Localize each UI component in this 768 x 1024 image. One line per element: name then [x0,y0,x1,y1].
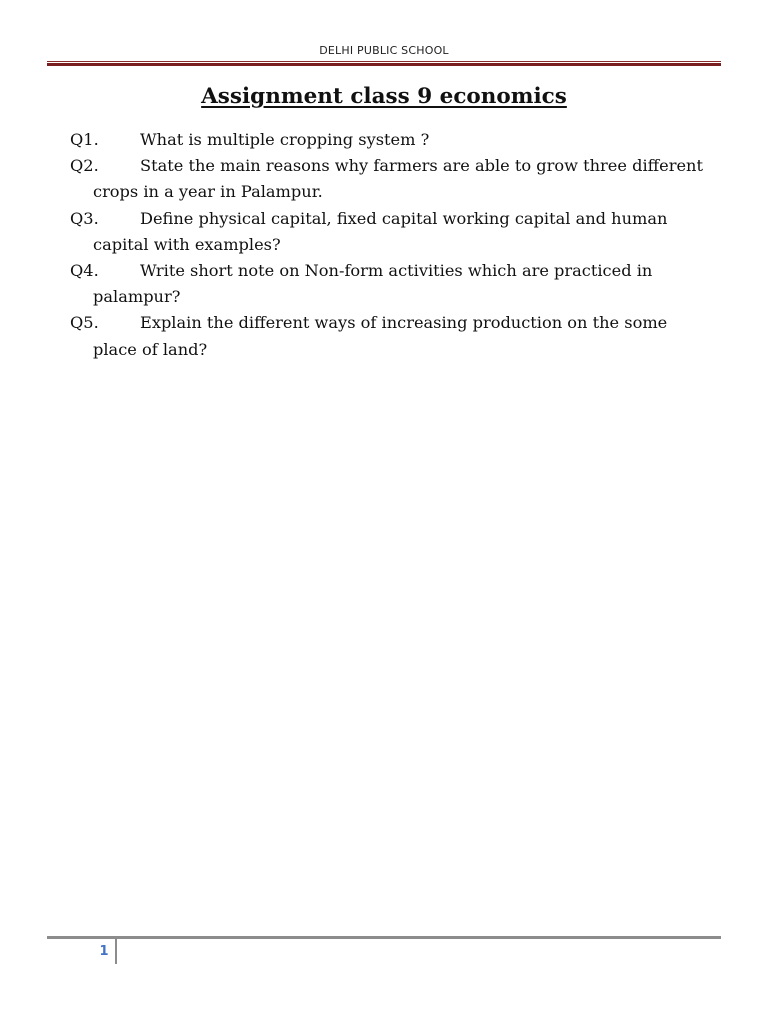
page-number: 1 [99,944,109,959]
question-number: Q1. [70,130,99,149]
footer-divider [47,936,721,939]
header-divider [47,61,721,67]
question-item [70,153,715,205]
question-text: Write short note on Non-form activities which are practiced in palampur? [93,261,653,307]
question-number: Q2. [70,156,99,176]
question-item [70,206,715,258]
question-item [70,310,715,362]
page-number-separator [115,939,117,964]
question-text: Define physical capital, fixed capital working capital and human capital with examples? [93,208,668,254]
document-title: Assignment class 9 economics [201,84,567,109]
question-number: Q3. [70,208,99,228]
question-item [70,127,715,153]
header-divider-thin-line [47,61,721,62]
question-list [70,127,715,363]
header-school-name: DELHI PUBLIC SCHOOL [319,44,449,57]
header-divider-thick-line [47,63,721,66]
question-text: Explain the different ways of increasing production on the some place of land? [93,313,668,359]
question-text: What is multiple cropping system ? [140,130,430,149]
question-number: Q5. [70,313,99,333]
question-text: State the main reasons why farmers are able to grow three different crops in a year in Palampur. [93,156,703,202]
question-item [70,258,715,310]
question-number: Q4. [70,261,99,281]
